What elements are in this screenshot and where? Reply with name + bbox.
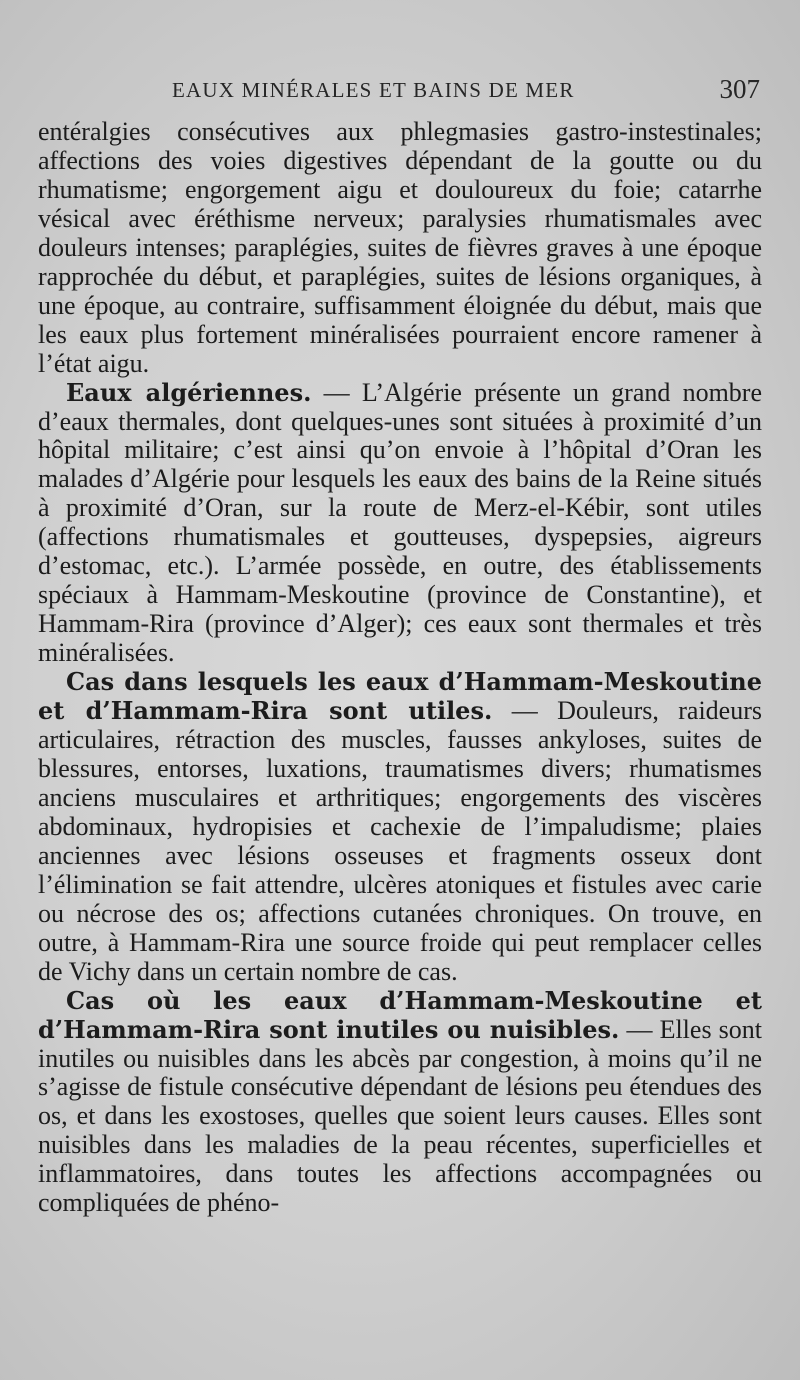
body-text: [38, 118, 762, 1218]
paragraph-text: — Douleurs, raideurs articulaires, rétraction des muscles, fausses ankyloses, suites de blessures, entorses, luxations, traumatismes divers; rhumatismes anciens musculaires et arthritiques; engorgements des viscères abdominaux, hydropisies et cachexie de l’impaludisme; plaies anciennes avec lésions osseuses et fragments osseux dont l’élimination se fait attendre, ulcères atoniques et fistules avec carie ou nécrose des os; affections cutanées chroniques. On trouve, en outre, à Hammam-Rira une source froide qui peut remplacer celles de Vichy dans un certain nombre de cas.: [38, 696, 762, 986]
section-heading: Cas où les eaux d’Hammam-Meskoutine et d’Hammam-Rira sont inutiles ou nuisibles.: [38, 985, 762, 1044]
running-head-title: EAUX MINÉRALES ET BAINS DE MER: [172, 78, 575, 102]
paragraph-text: — L’Algérie présente un grand nombre d’eaux thermales, dont quelques-unes sont situées à proximité d’un hôpital militaire; c’est ainsi qu’on envoie à l’hôpital d’Oran les malades d’Algérie pour lesquels les eaux des bains de la Reine situés à proximité d’Oran, sur la route de Merz-el-Kébir, sont utiles (affections rhumatismales et goutteuses, dyspepsies, aigreurs d’estomac, etc.). L’armée possède, en outre, des établissements spéciaux à Hammam-Meskoutine (province de Constantine), et Hammam-Rira (province d’Alger); ces eaux sont thermales et très minéralisées.: [38, 377, 763, 668]
running-head: [0, 74, 800, 108]
paragraph-eaux-algeriennes: [38, 379, 762, 669]
paragraph-cas-inutiles: [38, 987, 762, 1219]
paragraph-continuation: [38, 118, 762, 379]
section-heading: Eaux algériennes.: [66, 377, 312, 407]
page-number: 307: [719, 74, 760, 104]
paragraph-text: — Elles sont inutiles ou nuisibles dans les abcès par congestion, à moins qu’il ne s’agisse de fistule consécutive dépendant de lésions peu étendues des os, et dans les exostoses, quelles que soient leurs causes. Elles sont nuisibles dans les maladies de la peau récentes, superficielles et inflammatoires, dans toutes les affections accompagnées ou compliquées de phéno-: [38, 1014, 762, 1218]
paragraph-text: entéralgies consécutives aux phlegmasies gastro-instestinales; affections des voies digestives dépendant de la goutte ou du rhumatisme; engorgement aigu et douloureux du foie; catarrhe vésical avec éréthisme nerveux; paralysies rhumatismales avec douleurs intenses; paraplégies, suites de fièvres graves à une époque rapprochée du début, et paraplégies, suites de lésions organiques, à une époque, au contraire, suffisamment éloignée du début, mais que les eaux plus fortement minéralisées pourraient encore ramener à l’état aigu.: [38, 117, 762, 378]
paragraph-cas-utiles: [38, 668, 762, 986]
section-heading: Cas dans lesquels les eaux d’Hammam-Meskoutine et d’Hammam-Rira sont utiles.: [38, 667, 762, 726]
